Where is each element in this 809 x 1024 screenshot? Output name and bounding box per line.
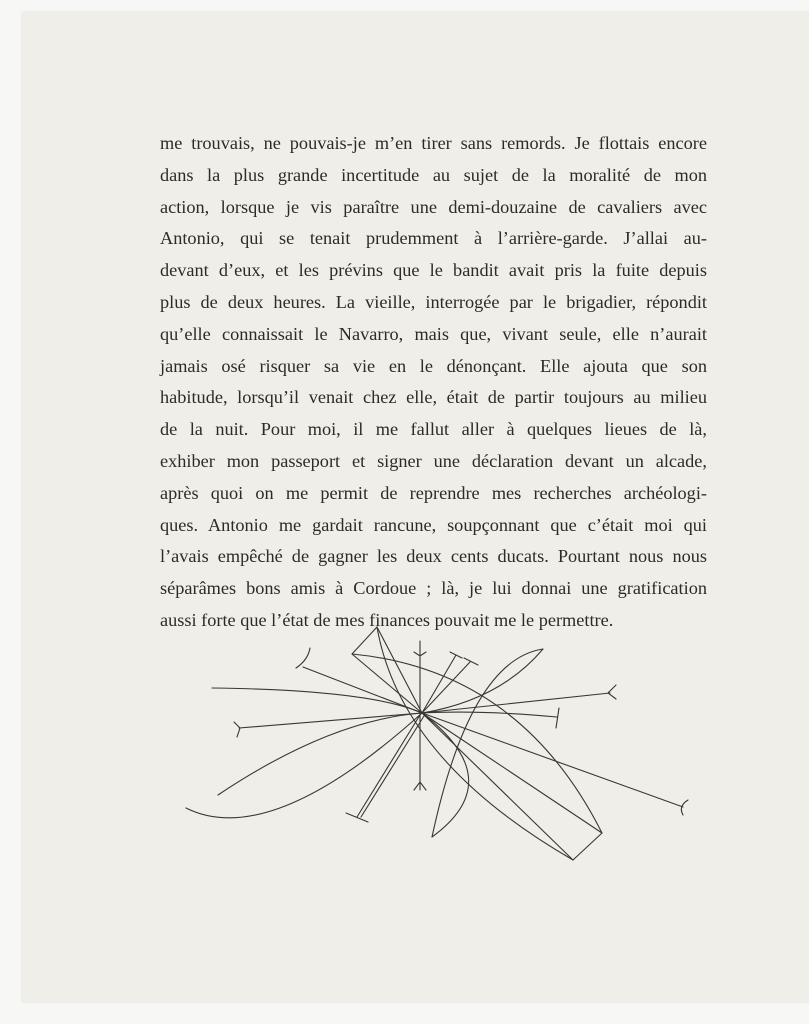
text-line: ques. Antonio me gardait rancune, soupçonnant que c’était moi qui [160,514,707,535]
text-line: exhiber mon passeport et signer une déclaration devant un alcade, [160,450,707,471]
text-line: dans la plus grande incertitude au sujet de la moralité de mon [160,164,707,185]
text-line: plus de deux heures. La vieille, interrogée par le brigadier, répondit [160,291,707,312]
text-line: jamais osé risquer sa vie en le dénonçant. Elle ajouta que son [160,355,707,376]
text-line: séparâmes bons amis à Cordoue ; là, je lui donnai une gratification [160,578,707,599]
text-line: devant d’eux, et les prévins que le bandit avait pris la fuite depuis [160,260,707,281]
text-line: de la nuit. Pour moi, il me fallut aller à quelques lieues de là, [160,419,707,440]
text-line: Antonio, qui se tenait prudemment à l’arrière-garde. J’allai au- [160,228,707,249]
text-line: me trouvais, ne pouvais-je m’en tirer sans remords. Je flottais encore [160,133,707,153]
text-line: l’avais empêché de gagner les deux cents ducats. Pourtant nous nous [160,546,707,567]
drawing-strokes [186,627,688,860]
text-line: habitude, lorsqu’il venait chez elle, était de partir toujours au milieu [160,387,707,408]
text-line: après quoi on me permit de reprendre mes recherches archéologi- [160,482,707,503]
text-line: action, lorsque je vis paraître une demi-douzaine de cavaliers avec [160,196,707,217]
text-line: qu’elle connaissait le Navarro, mais que, vivant seule, elle n’aurait [160,323,707,344]
text-line: aussi forte que l’état de mes finances pouvait me le permettre. [160,609,614,630]
